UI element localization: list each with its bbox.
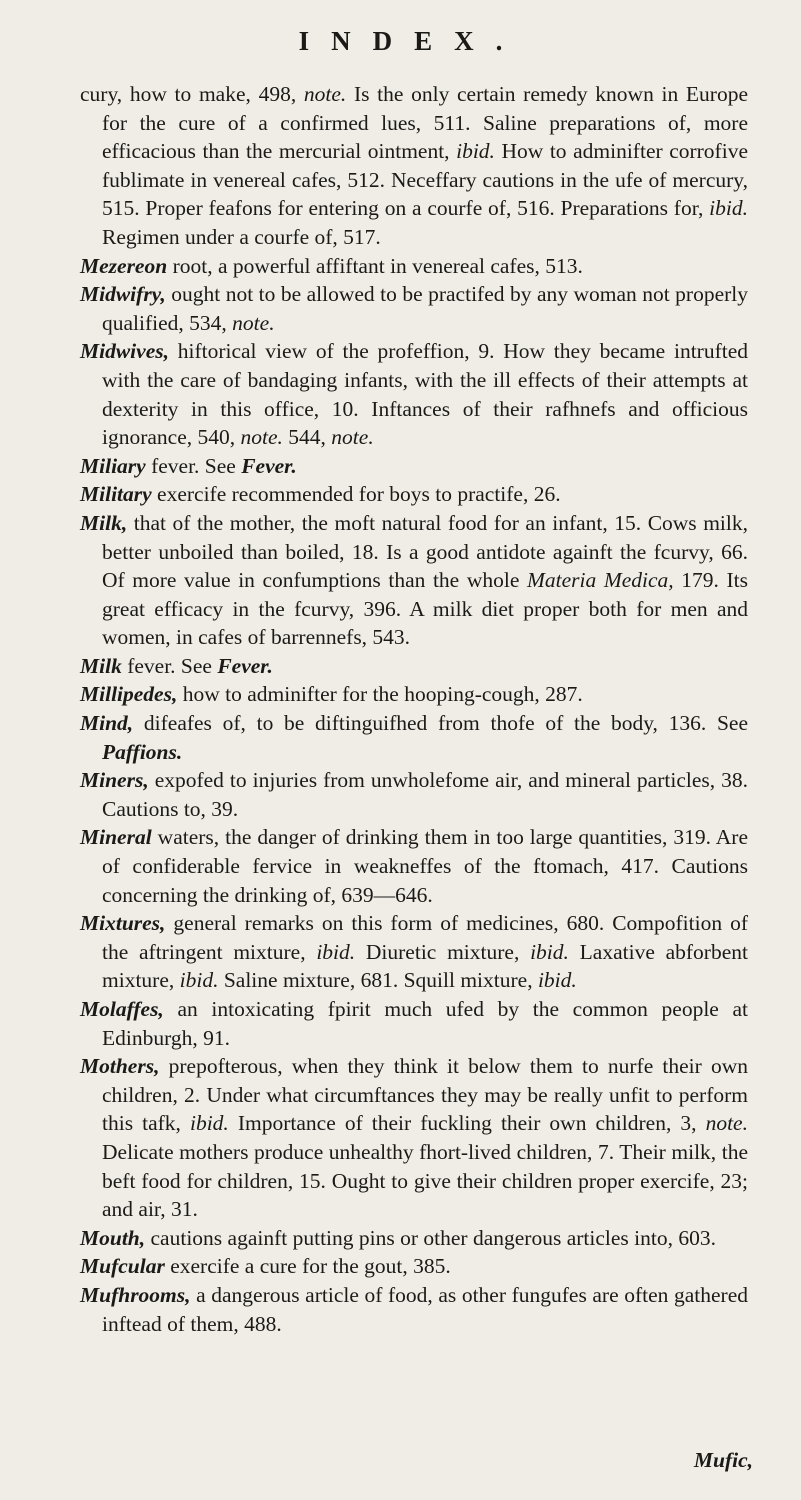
entry-italic-text: note. <box>303 82 347 106</box>
entry-italic-text: ibid. <box>530 939 569 964</box>
entry-headword: Milk, <box>80 510 128 535</box>
entry-text: Laxative abforbent mixture, <box>102 939 748 993</box>
index-entry <box>80 652 748 681</box>
entry-text: expofed to injuries from unwholefome air, and mineral particles, 38. Cautions to, 39. <box>102 768 748 821</box>
index-entry <box>80 480 748 509</box>
entry-text: Regimen under a courfe of, 517. <box>102 224 381 249</box>
entry-text: cautions againft putting pins or other dangerous articles into, 603. <box>145 1225 716 1250</box>
entry-cross-reference: Fever. <box>241 453 297 478</box>
entry-text: How to adminifter corrofive fublimate in venereal cafes, 512. Neceffary cautions in the ufe of mercury, 515. Proper feafons for entering on a courfe of, 516. Preparations for, <box>102 139 748 221</box>
index-entry <box>80 1224 748 1253</box>
entry-headword: Mixtures, <box>80 911 166 936</box>
entry-text: cury, how to make, 498, <box>80 82 304 106</box>
entry-text: Delicate mothers produce unhealthy fhort-lived children, 7. Their milk, the beft food for children, 15. Ought to give their children proper exercife, 23; and air, 31. <box>102 1139 748 1222</box>
index-entry <box>80 823 748 909</box>
entry-headword: Mineral <box>80 825 152 850</box>
entry-text: an intoxicating fpirit much ufed by the common people at Edinburgh, 91. <box>102 997 748 1050</box>
entry-text: fever. See <box>121 653 218 678</box>
entry-headword: Mothers, <box>80 1054 160 1079</box>
entry-text: waters, the danger of drinking them in too large quantities, 319. Are of confiderable fervice in weakneffes of the ftomach, 417. Cautions concerning the drinking of, 639—646. <box>102 825 748 907</box>
entry-italic-text: note. <box>331 425 374 450</box>
entry-italic-text: ibid. <box>537 968 577 993</box>
entry-text: fever. See <box>145 453 242 478</box>
page-header <box>0 26 801 57</box>
entry-headword: Mezereon <box>80 253 168 278</box>
entry-headword: Millipedes, <box>80 682 178 707</box>
index-entry <box>80 337 748 451</box>
entry-text: root, a powerful affiftant in venereal cafes, 513. <box>167 253 583 278</box>
entry-headword: Milk <box>80 653 122 678</box>
index-entry <box>80 1281 748 1338</box>
index-entry <box>80 909 748 995</box>
entry-text: 179. Its great efficacy in the fcurvy, 396. A milk diet proper both for men and women, in cafes of barrennefs, 543. <box>102 568 748 650</box>
entry-headword: Mind, <box>80 711 134 736</box>
index-entry <box>80 80 748 252</box>
entry-italic-text: note. <box>232 310 275 335</box>
entry-text: Importance of their fuckling their own children, 3, <box>228 1111 706 1136</box>
index-entry <box>80 766 748 823</box>
entry-italic-text: ibid. <box>179 968 219 993</box>
entry-headword: Miliary <box>80 453 146 478</box>
entry-text: prepofterous, when they think it below them to nurfe their own children, 2. Under what circumftances they may be really unfit to perform this tafk, <box>102 1054 748 1136</box>
entry-headword: Military <box>80 482 152 507</box>
entry-italic-text: ibid. <box>316 939 356 964</box>
index-list <box>80 80 748 1338</box>
index-entry <box>80 1052 748 1224</box>
index-entry <box>80 1252 748 1281</box>
entry-headword: Molaffes, <box>80 997 164 1021</box>
entry-text: difeafes of, to be diftinguifhed from thofe of the body, 136. See <box>133 711 748 736</box>
entry-italic-text: ibid. <box>189 1111 229 1136</box>
entry-text: that of the mother, the moft natural food for an infant, 15. Cows milk, better unboiled than boiled, 18. Is a good antidote againft the fcurvy, 66. Of more value in confumptions than the whole <box>102 510 748 593</box>
entry-text: exercife recommended for boys to practife, 26. <box>151 482 561 507</box>
entry-cross-reference: Fever. <box>217 653 273 678</box>
entry-headword: Mufhrooms, <box>80 1282 191 1307</box>
entry-text: general remarks on this form of medicines, 680. Compofition of the aftringent mixture, <box>102 911 748 964</box>
page-title: INDEX. <box>298 26 525 56</box>
entry-text: exercife a cure for the gout, 385. <box>164 1254 451 1279</box>
entry-headword: Midwives, <box>80 339 169 364</box>
index-entry <box>80 509 748 652</box>
entry-italic-text: Materia Medica, <box>526 568 674 593</box>
index-entry <box>80 252 748 281</box>
entry-text: Saline mixture, 681. Squill mixture, <box>218 968 538 993</box>
entry-text: Is the only certain remedy known in Europe for the cure of a confirmed lues, 511. Saline preparations of, more efficacious than the mercurial ointment, <box>102 82 748 164</box>
entry-headword: Mufcular <box>80 1254 165 1279</box>
entry-text: hiftorical view of the profeffion, 9. How they became intrufted with the care of bandaging infants, with the ill effects of their attempts at dexterity in this office, 10. Inftances of their rafhnefs and officious ignorance, 540, <box>102 339 748 450</box>
entry-headword: Mouth, <box>80 1225 146 1250</box>
entry-italic-text: note. <box>240 425 283 450</box>
entry-text: Diuretic mixture, <box>355 939 531 964</box>
entry-italic-text: ibid. <box>709 196 748 221</box>
index-entry <box>80 452 748 481</box>
entry-headword: Midwifry, <box>80 282 166 307</box>
entry-italic-text: note. <box>705 1111 748 1136</box>
index-entry <box>80 709 748 766</box>
entry-text: a dangerous article of food, as other fungufes are often gathered inftead of them, 488. <box>102 1282 748 1336</box>
entry-italic-text: ibid. <box>456 139 495 164</box>
entry-text: 544, <box>282 425 332 450</box>
entry-text: ought not to be allowed to be practifed by any woman not properly qualified, 534, <box>102 282 748 335</box>
entry-text: how to adminifter for the hooping-cough, 287. <box>177 682 583 707</box>
index-entry <box>80 680 748 709</box>
index-entry <box>80 995 748 1052</box>
entry-headword: Miners, <box>80 768 149 793</box>
entry-cross-reference: Paffions. <box>102 739 183 764</box>
index-entry <box>80 280 748 337</box>
catchword: Mufic, <box>693 1448 753 1472</box>
